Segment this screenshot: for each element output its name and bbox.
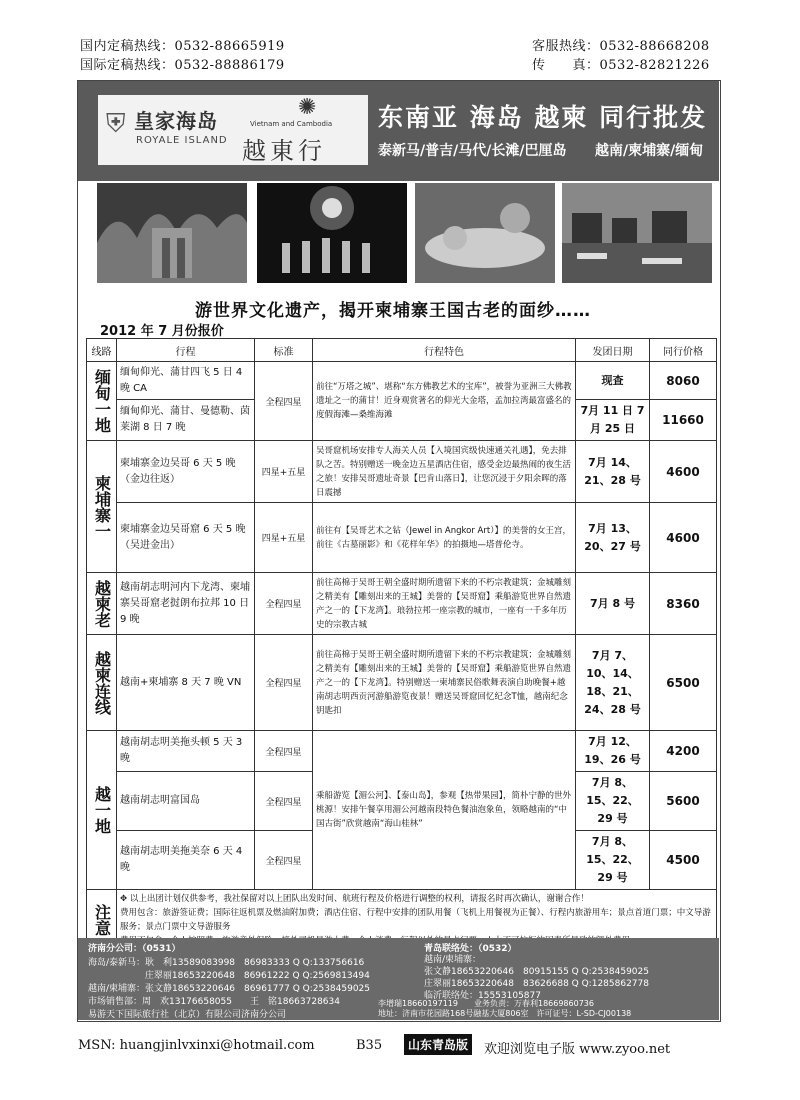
std-cell: 四星+五星 [255, 503, 313, 573]
swirl-icon: ✺ [298, 95, 317, 120]
date-cell: 7月 11 日 7月 25 日 [576, 400, 650, 441]
feature-cell: 前往有【吴哥艺术之钻（Jewel in Angkor Art）】的美誉的女王宫，前往《古墓丽影》和《花样年华》的拍摄地—塔普伦寺。 [313, 503, 576, 573]
trip-cell: 越南胡志明河内下龙湾、柬埔寨吴哥窟老挝朗布拉邦 10 日 9 晚 [117, 573, 255, 635]
royale-island-logo [98, 95, 229, 165]
footer-right-line: 张文静18653220646 80915155 Q Q:2538459025 [424, 967, 649, 977]
std-cell: 全程四星 [255, 573, 313, 635]
logo2-cn: 越東行 [242, 137, 326, 165]
trip-cell: 越南胡志明美拖头顿 5 天 3 晚 [117, 731, 255, 772]
feature-cell: 吴哥窟机场安排专人海关人员【入境国宾级快速通关礼遇】，免去排队之苦。特别赠送一晚金边五星酒店住宿，感受金边最热闹的夜生活之旅！安排吴哥遗址奇景【巴肯山落日】，让您沉浸于夕阳余晖的落日震撼 [313, 441, 576, 503]
website-line: 欢迎浏览电子版 www.zyoo.net [484, 1042, 671, 1057]
edition-stamp: 山东青岛版 [404, 1034, 472, 1055]
date-cell: 7月 8 号 [576, 573, 650, 635]
trip-cell: 越南胡志明富国岛 [117, 772, 255, 831]
page-number: B35 [356, 1038, 383, 1053]
region-label: 柬埔寨一 [92, 474, 112, 539]
header-features: 行程特色 [313, 339, 576, 362]
footer-left-line: 越南/柬埔寨：张文静18653220646 86961777 Q Q:2538459025 [88, 984, 371, 994]
tagline: 游世界文化遗产，揭开柬埔寨王国古老的面纱…… [195, 301, 591, 321]
logo2-en: Vietnam and Cambodia [250, 120, 333, 128]
photo-apsara-dance [257, 183, 407, 283]
fax-number: 传 真：0532-82821226 [532, 58, 710, 73]
header-standard: 标准 [255, 339, 313, 362]
trip-cell: 柬埔寨金边吴哥窟 6 天 5 晚 （吴进金出） [117, 503, 255, 573]
region-label: 越柬连线 [92, 650, 112, 715]
footer-left-title: 济南分公司：（0531） [88, 944, 181, 954]
notes-label: 注意 [92, 904, 112, 936]
trip-cell: 越南+柬埔寨 8 天 7 晚 VN [117, 635, 255, 731]
region-label: 越一地 [92, 786, 112, 834]
price-cell: 11660 [650, 400, 717, 441]
table-row [87, 573, 717, 635]
table-row [87, 731, 717, 772]
footer-right-line: 临沂联络处：15553105877 [424, 991, 541, 1001]
service-hotline: 客服热线：0532-88668208 [532, 39, 710, 54]
table-row [87, 635, 717, 731]
footer-left-line: 庄翠丽18653220648 86961222 Q Q:2569813494 [88, 971, 370, 981]
footer-right-title: 青岛联络处：（0532） [424, 944, 517, 954]
trip-cell: 越南胡志明美拖美奈 6 天 4 晚 [117, 831, 255, 890]
table-row [87, 441, 717, 503]
feature-cell: 前往高棉于吴哥王朝全盛时期所遗留下来的不朽宗教建筑；金城雕刻之精美有【雕刻出来的王城】美誉的【吴哥窟】乘船游览世界自然遗产之一的【下龙湾】。特别赠送一柬埔寨民俗歌舞表演自助晚餐+越南胡志明西贡河游船游览夜景！赠送吴哥窟回忆纪念T恤，越南纪念钥匙扣 [313, 635, 576, 731]
note-line: 费用包含：旅游签证费；国际往返机票及燃油附加费；酒店住宿、行程中安排的团队用餐（飞机上用餐视为正餐）、行程内旅游用车；景点首道门票；中文导游服务；景点门票中文导游服务 [120, 908, 711, 932]
std-cell: 全程四星 [255, 831, 313, 890]
table-row [87, 503, 717, 573]
feature-cell: 前往高棉于吴哥王朝全盛时期所遗留下来的不朽宗教建筑；金城雕刻之精美有【雕刻出来的王城】美誉的【吴哥窟】乘船游览世界自然遗产之一的【下龙湾】。琅勃拉邦一座宗教的城市，一座有一千多年历史的宗教古城 [313, 573, 576, 635]
trip-cell: 缅甸仰光、蒲甘四飞 5 日 4 晚 CA [117, 362, 255, 400]
trip-cell: 柬埔寨金边吴哥 6 天 5 晚（金边往返） [117, 441, 255, 503]
price-cell: 5600 [650, 772, 717, 831]
trip-cell: 缅甸仰光、蒲甘、曼德勒、茵莱湖 8 日 7 晚 [117, 400, 255, 441]
contact-footer [78, 938, 719, 1020]
banner-headline: 东南亚 海岛 越柬 同行批发 [378, 103, 708, 132]
region-label: 越柬老 [92, 579, 112, 628]
banner-sub-left: 泰新马/普吉/马代/长滩/巴厘岛 [378, 143, 567, 159]
logo1-cn: 皇家海岛 [134, 109, 218, 133]
banner-sub-right: 越南/柬埔寨/缅甸 [595, 143, 704, 159]
price-cell: 6500 [650, 635, 717, 731]
feature-cell: 前往“万塔之城”、堪称“东方佛教艺术的宝库”，被誉为亚洲三大佛教遗址之一的蒲甘！近身观赏著名的仰光大金塔，孟加拉湾最富盛名的度假海滩—桑维海滩 [313, 362, 576, 441]
region-label: 缅甸一地 [92, 369, 112, 433]
std-cell: 全程四星 [255, 362, 313, 441]
std-cell: 全程四星 [255, 772, 313, 831]
price-cell: 8060 [650, 362, 717, 400]
price-table [86, 338, 717, 951]
footer-right-line: 庄翠丽18653220648 83626688 Q Q:1285862778 [424, 979, 649, 989]
date-cell: 7月 7、10、14、18、21、24、28 号 [576, 635, 650, 731]
price-cell: 4200 [650, 731, 717, 772]
date-cell: 7月 14、21、28 号 [576, 441, 650, 503]
domestic-hotline: 国内定稿热线：0532-88665919 [80, 39, 285, 54]
price-cell: 4600 [650, 441, 717, 503]
header-price: 同行价格 [650, 339, 717, 362]
vietnam-cambodia-logo [228, 95, 368, 165]
date-cell: 7月 8、15、22、29 号 [576, 831, 650, 890]
logo1-en: ROYALE ISLAND [136, 135, 228, 146]
date-cell: 7月 8、15、22、29 号 [576, 772, 650, 831]
feature-cell: 乘船游览【湄公河】、【泰山岛】，参观【热带果园】，简朴宁静的世外桃源！安排午餐享用湄公河越南段特色餐油泡象鱼，领略越南的“中国古街”欣赏越南“海山桂林” [313, 731, 576, 890]
std-cell: 全程四星 [255, 635, 313, 731]
date-cell: 7月 13、20、27 号 [576, 503, 650, 573]
table-row [87, 362, 717, 400]
date-cell: 现查 [576, 362, 650, 400]
price-cell: 8360 [650, 573, 717, 635]
footer-left-line: 市场销售部：周 欢13176658055 王 铭18663728634 [88, 997, 340, 1007]
footer-left-line: 易游天下国际旅行社（北京）有限公司济南分公司 [88, 1010, 287, 1020]
date-cell: 7月 12、19、26 号 [576, 731, 650, 772]
photo-angkor-ruins [97, 183, 247, 283]
table-header [87, 339, 717, 362]
photo-spa-massage [415, 183, 555, 283]
std-cell: 四星+五星 [255, 441, 313, 503]
header-route: 线路 [87, 339, 117, 362]
std-cell: 全程四星 [255, 731, 313, 772]
msn-contact: MSN: huangjinlvxinxi@hotmail.com [78, 1038, 315, 1053]
footer-right-line: 地址：济南市花园路168号融基大厦806室 许可证号：L-SD-CJ00138 [378, 1009, 632, 1018]
header-itinerary: 行程 [117, 339, 255, 362]
price-month: 2012 年 7 月份报价 [100, 324, 224, 339]
price-cell: 4500 [650, 831, 717, 890]
note-line: ✥ 以上出团计划仅供参考，我社保留对以上团队出发时间、航班行程及价格进行调整的权利，请报名时再次确认，谢谢合作！ [120, 894, 589, 904]
footer-left-line: 海岛/泰新马：耿 利13589083998 86983333 Q Q:133756616 [88, 958, 365, 968]
header-date: 发团日期 [576, 339, 650, 362]
footer-right-line: 越南/柬埔寨： [424, 955, 482, 965]
shield-icon: ⛨ [106, 109, 126, 139]
footer-right-line: 李增瑞18660197119 业务负责：万春利18669860736 [378, 999, 594, 1008]
international-hotline: 国际定稿热线：0532-88886179 [80, 58, 285, 73]
photo-floating-village [562, 183, 712, 283]
price-cell: 4600 [650, 503, 717, 573]
